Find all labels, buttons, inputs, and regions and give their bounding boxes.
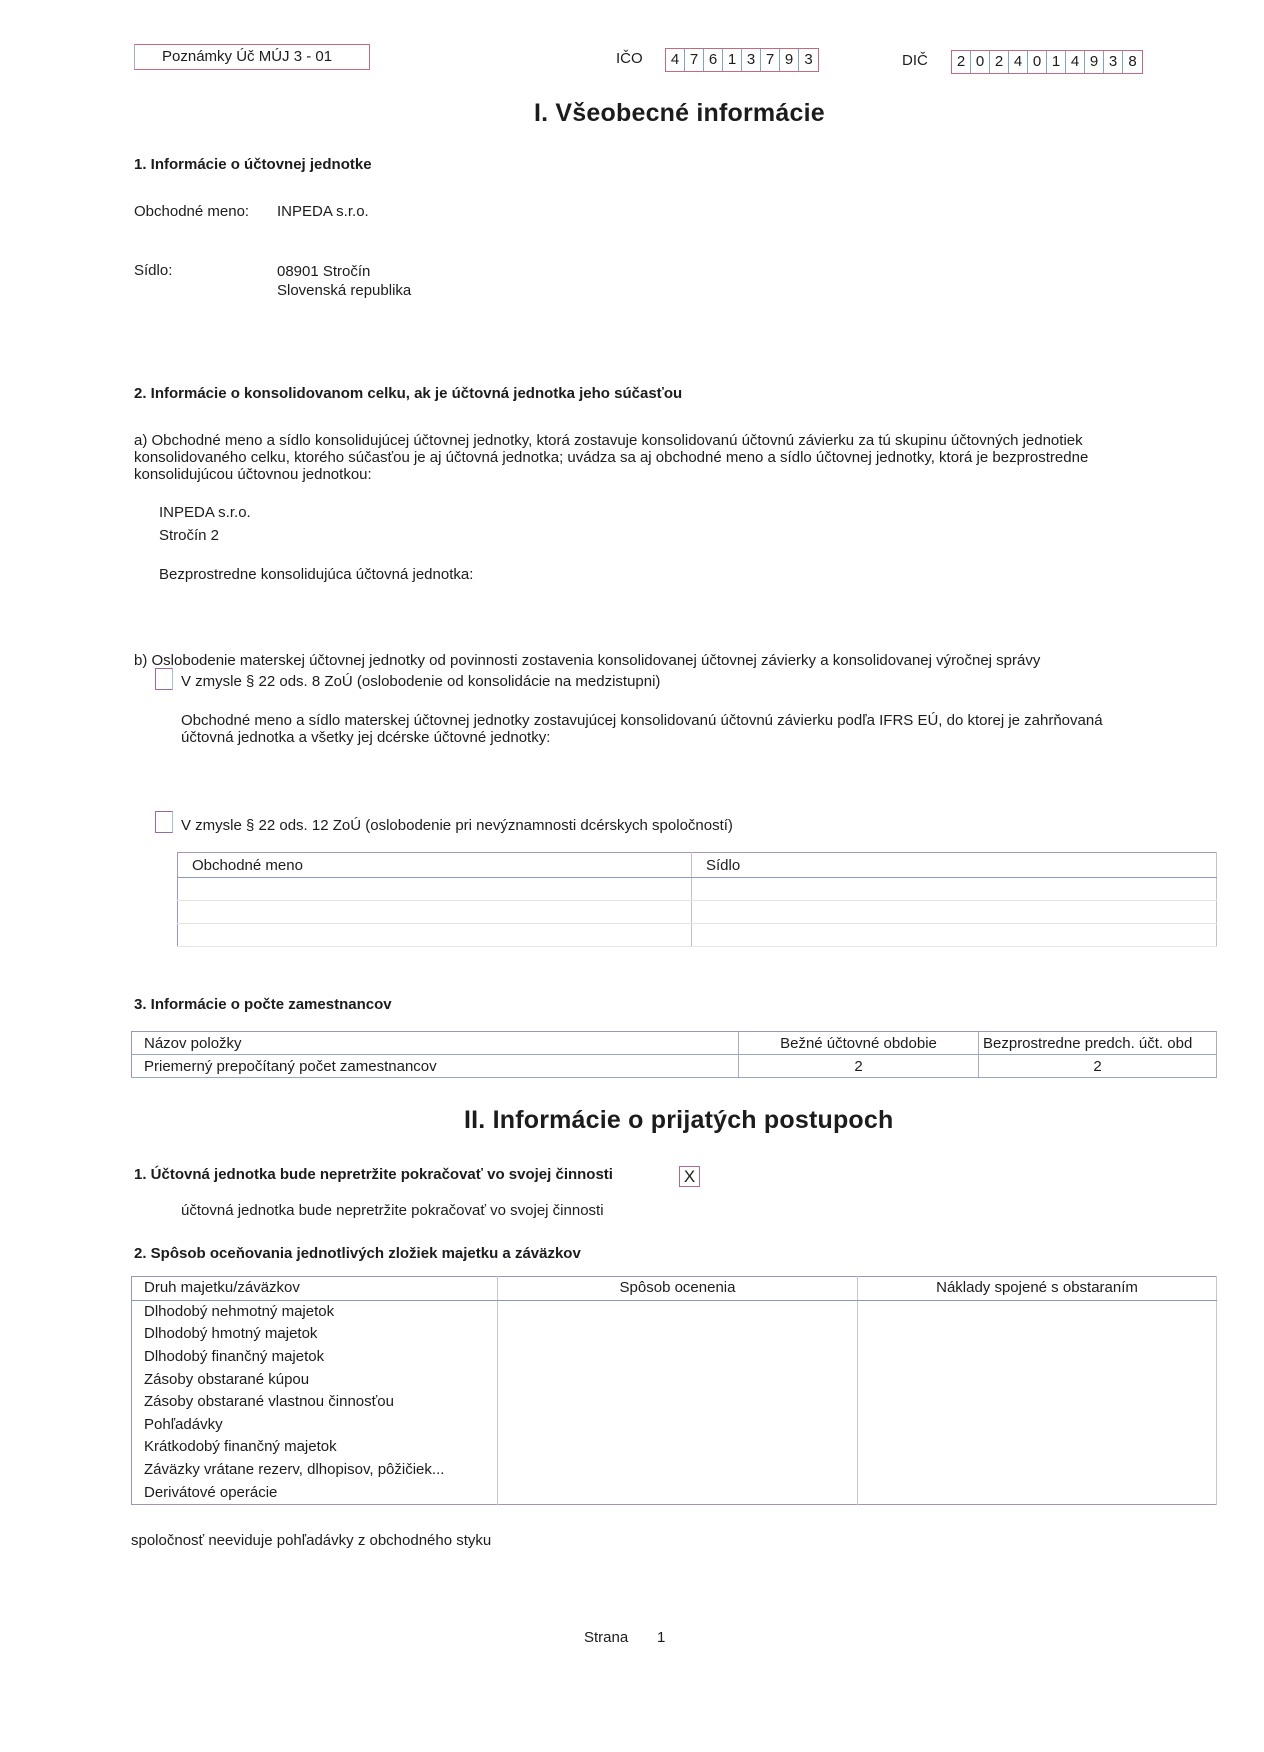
employees-current-value: 2 [739,1055,979,1078]
exemption-22-12-checkbox[interactable] [155,811,173,833]
digit-box: 7 [761,49,780,71]
seat-line-1: 08901 Stročín [277,263,371,280]
consolidation-paragraph-a [134,432,1234,483]
table-cell [858,1346,1217,1369]
column-header-item: Názov položky [132,1032,739,1055]
table-cell [178,924,692,947]
column-header-previous-period: Bezprostredne predch. účt. obd [979,1032,1217,1055]
dic-label: DIČ [902,52,928,69]
consolidating-entity-address: Stročín 2 [159,527,220,544]
digit-box: 3 [804,51,813,68]
digit-box: 1 [723,49,742,71]
going-concern-note: účtovná jednotka bude nepretržite pokračovať vo svojej činnosti [181,1202,604,1219]
table-cell [858,1436,1217,1459]
page-label: Strana [584,1629,629,1646]
table-cell [858,1368,1217,1391]
table-row [132,1346,1217,1369]
asset-type-cell: Zásoby obstarané vlastnou činnosťou [132,1391,498,1414]
digit-box: 9 [1085,51,1104,73]
business-name-value: INPEDA s.r.o. [277,203,369,220]
ico-label: IČO [616,50,643,67]
asset-type-cell: Derivátové operácie [132,1481,498,1504]
table-cell [498,1300,858,1323]
parent-desc-line-2: účtovná jednotka a všetky jej dcérske účtovné jednotky: [181,729,551,746]
table-cell [178,878,692,901]
section-1-title: I. Všeobecné informácie [534,99,825,127]
immediate-consolidating-label: Bezprostredne konsolidujúca účtovná jednotka: [159,566,474,583]
table-row [132,1055,1217,1078]
table-cell [692,878,1217,901]
digit-box: 2 [952,51,971,73]
table-cell [858,1323,1217,1346]
column-header-business-name: Obchodné meno [178,853,692,878]
parent-entity-description [181,712,1241,746]
digit-box: 6 [704,49,723,71]
receivables-footnote: spoločnosť neeviduje pohľadávky z obchodného styku [131,1532,492,1549]
digit-box: 7 [685,49,704,71]
table-cell [498,1368,858,1391]
employees-previous-value: 2 [979,1055,1217,1078]
table-cell [858,1414,1217,1437]
table-row [132,1436,1217,1459]
ico-digit-boxes [665,48,819,72]
digit-box: 0 [1028,51,1047,73]
asset-type-cell: Dlhodobý finančný majetok [132,1346,498,1369]
asset-type-cell: Zásoby obstarané kúpou [132,1368,498,1391]
digit-box: 3 [742,49,761,71]
table-row [178,901,1217,924]
employees-table [131,1031,1217,1078]
digit-box: 4 [1009,51,1028,73]
s1-2-heading: 2. Informácie o konsolidovanom celku, ak je účtovná jednotka jeho súčasťou [134,385,683,402]
consolidating-entity-name: INPEDA s.r.o. [159,504,251,521]
para-a-line-1: a) Obchodné meno a sídlo konsolidujúcej účtovnej jednotky, ktorá zostavuje konsolidovanú účtovnú závierku za tú skupinu účtovných jednotiek [134,432,1083,449]
digit-box: 4 [666,49,685,71]
table-cell [498,1391,858,1414]
digit-box: 9 [780,49,799,71]
table-row [132,1368,1217,1391]
table-row [132,1481,1217,1504]
form-code-box: Poznámky Úč MÚJ 3 - 01 [134,44,370,70]
table-row [178,878,1217,901]
column-header-valuation-method: Spôsob ocenenia [498,1277,858,1301]
s2-1-heading: 1. Účtovná jednotka bude nepretržite pokračovať vo svojej činnosti [134,1166,613,1183]
para-a-line-2: konsolidovaného celku, ktorého súčasťou je aj účtovná jednotka; uvádza sa aj obchodné meno a sídlo účtovnej jednotky, ktorá je bezprostredne [134,449,1089,466]
table-header-row [132,1277,1217,1301]
digit-box: 2 [990,51,1009,73]
table-cell [858,1481,1217,1504]
exemption-22-12-label: V zmysle § 22 ods. 12 ZoÚ (oslobodenie pri nevýznamnosti dcérskych spoločností) [181,817,733,834]
table-header-row [132,1032,1217,1055]
table-row [178,924,1217,947]
digit-box: 4 [1066,51,1085,73]
exemption-22-8-label: V zmysle § 22 ods. 8 ZoÚ (oslobodenie od konsolidácie na medzistupni) [181,673,661,690]
subsidiaries-table [177,852,1217,947]
column-header-asset-type: Druh majetku/záväzkov [132,1277,498,1301]
s2-2-heading: 2. Spôsob oceňovania jednotlivých zložiek majetku a záväzkov [134,1245,581,1262]
digit-box: 1 [1047,51,1066,73]
s1-1-heading: 1. Informácie o účtovnej jednotke [134,156,372,173]
table-cell [498,1414,858,1437]
table-cell [498,1436,858,1459]
asset-type-cell: Pohľadávky [132,1414,498,1437]
table-cell [498,1346,858,1369]
table-row [132,1323,1217,1346]
table-cell [498,1481,858,1504]
column-header-current-period: Bežné účtovné obdobie [739,1032,979,1055]
employees-row-label: Priemerný prepočítaný počet zamestnancov [132,1055,739,1078]
asset-type-cell: Dlhodobý hmotný majetok [132,1323,498,1346]
exemption-paragraph-b: b) Oslobodenie materskej účtovnej jednotky od povinnosti zostavenia konsolidovanej účtovnej závierky a konsolidovanej výročnej správy [134,652,1041,669]
table-cell [692,924,1217,947]
table-row [132,1300,1217,1323]
asset-type-cell: Záväzky vrátane rezerv, dlhopisov, pôžičiek... [132,1459,498,1482]
section-2-title: II. Informácie o prijatých postupoch [464,1106,894,1134]
seat-line-2: Slovenská republika [277,282,412,299]
seat-label: Sídlo: [134,262,173,279]
table-cell [692,901,1217,924]
going-concern-checkbox[interactable]: X [679,1166,700,1187]
dic-digit-boxes [951,50,1143,74]
table-row [132,1414,1217,1437]
business-name-label: Obchodné meno: [134,203,250,220]
table-cell [498,1323,858,1346]
s1-3-heading: 3. Informácie o počte zamestnancov [134,996,392,1013]
table-row [132,1459,1217,1482]
digit-box: 0 [971,51,990,73]
parent-desc-line-1: Obchodné meno a sídlo materskej účtovnej jednotky zostavujúcej konsolidovanú účtovnú závierku podľa IFRS EÚ, do ktorej je zahrňovaná [181,712,1103,729]
valuation-table [131,1276,1217,1505]
page-number: 1 [657,1629,666,1646]
table-cell [858,1391,1217,1414]
table-cell [858,1300,1217,1323]
table-cell [178,901,692,924]
table-cell [498,1459,858,1482]
column-header-seat: Sídlo [692,853,1217,878]
column-header-acquisition-costs: Náklady spojené s obstaraním [858,1277,1217,1301]
digit-box: 3 [1104,51,1123,73]
exemption-22-8-checkbox[interactable] [155,668,173,690]
asset-type-cell: Dlhodobý nehmotný majetok [132,1300,498,1323]
digit-box: 8 [1128,53,1137,70]
table-cell [858,1459,1217,1482]
asset-type-cell: Krátkodobý finančný majetok [132,1436,498,1459]
table-header-row [178,853,1217,878]
para-a-line-3: konsolidujúcou účtovnou jednotkou: [134,466,372,483]
table-row [132,1391,1217,1414]
